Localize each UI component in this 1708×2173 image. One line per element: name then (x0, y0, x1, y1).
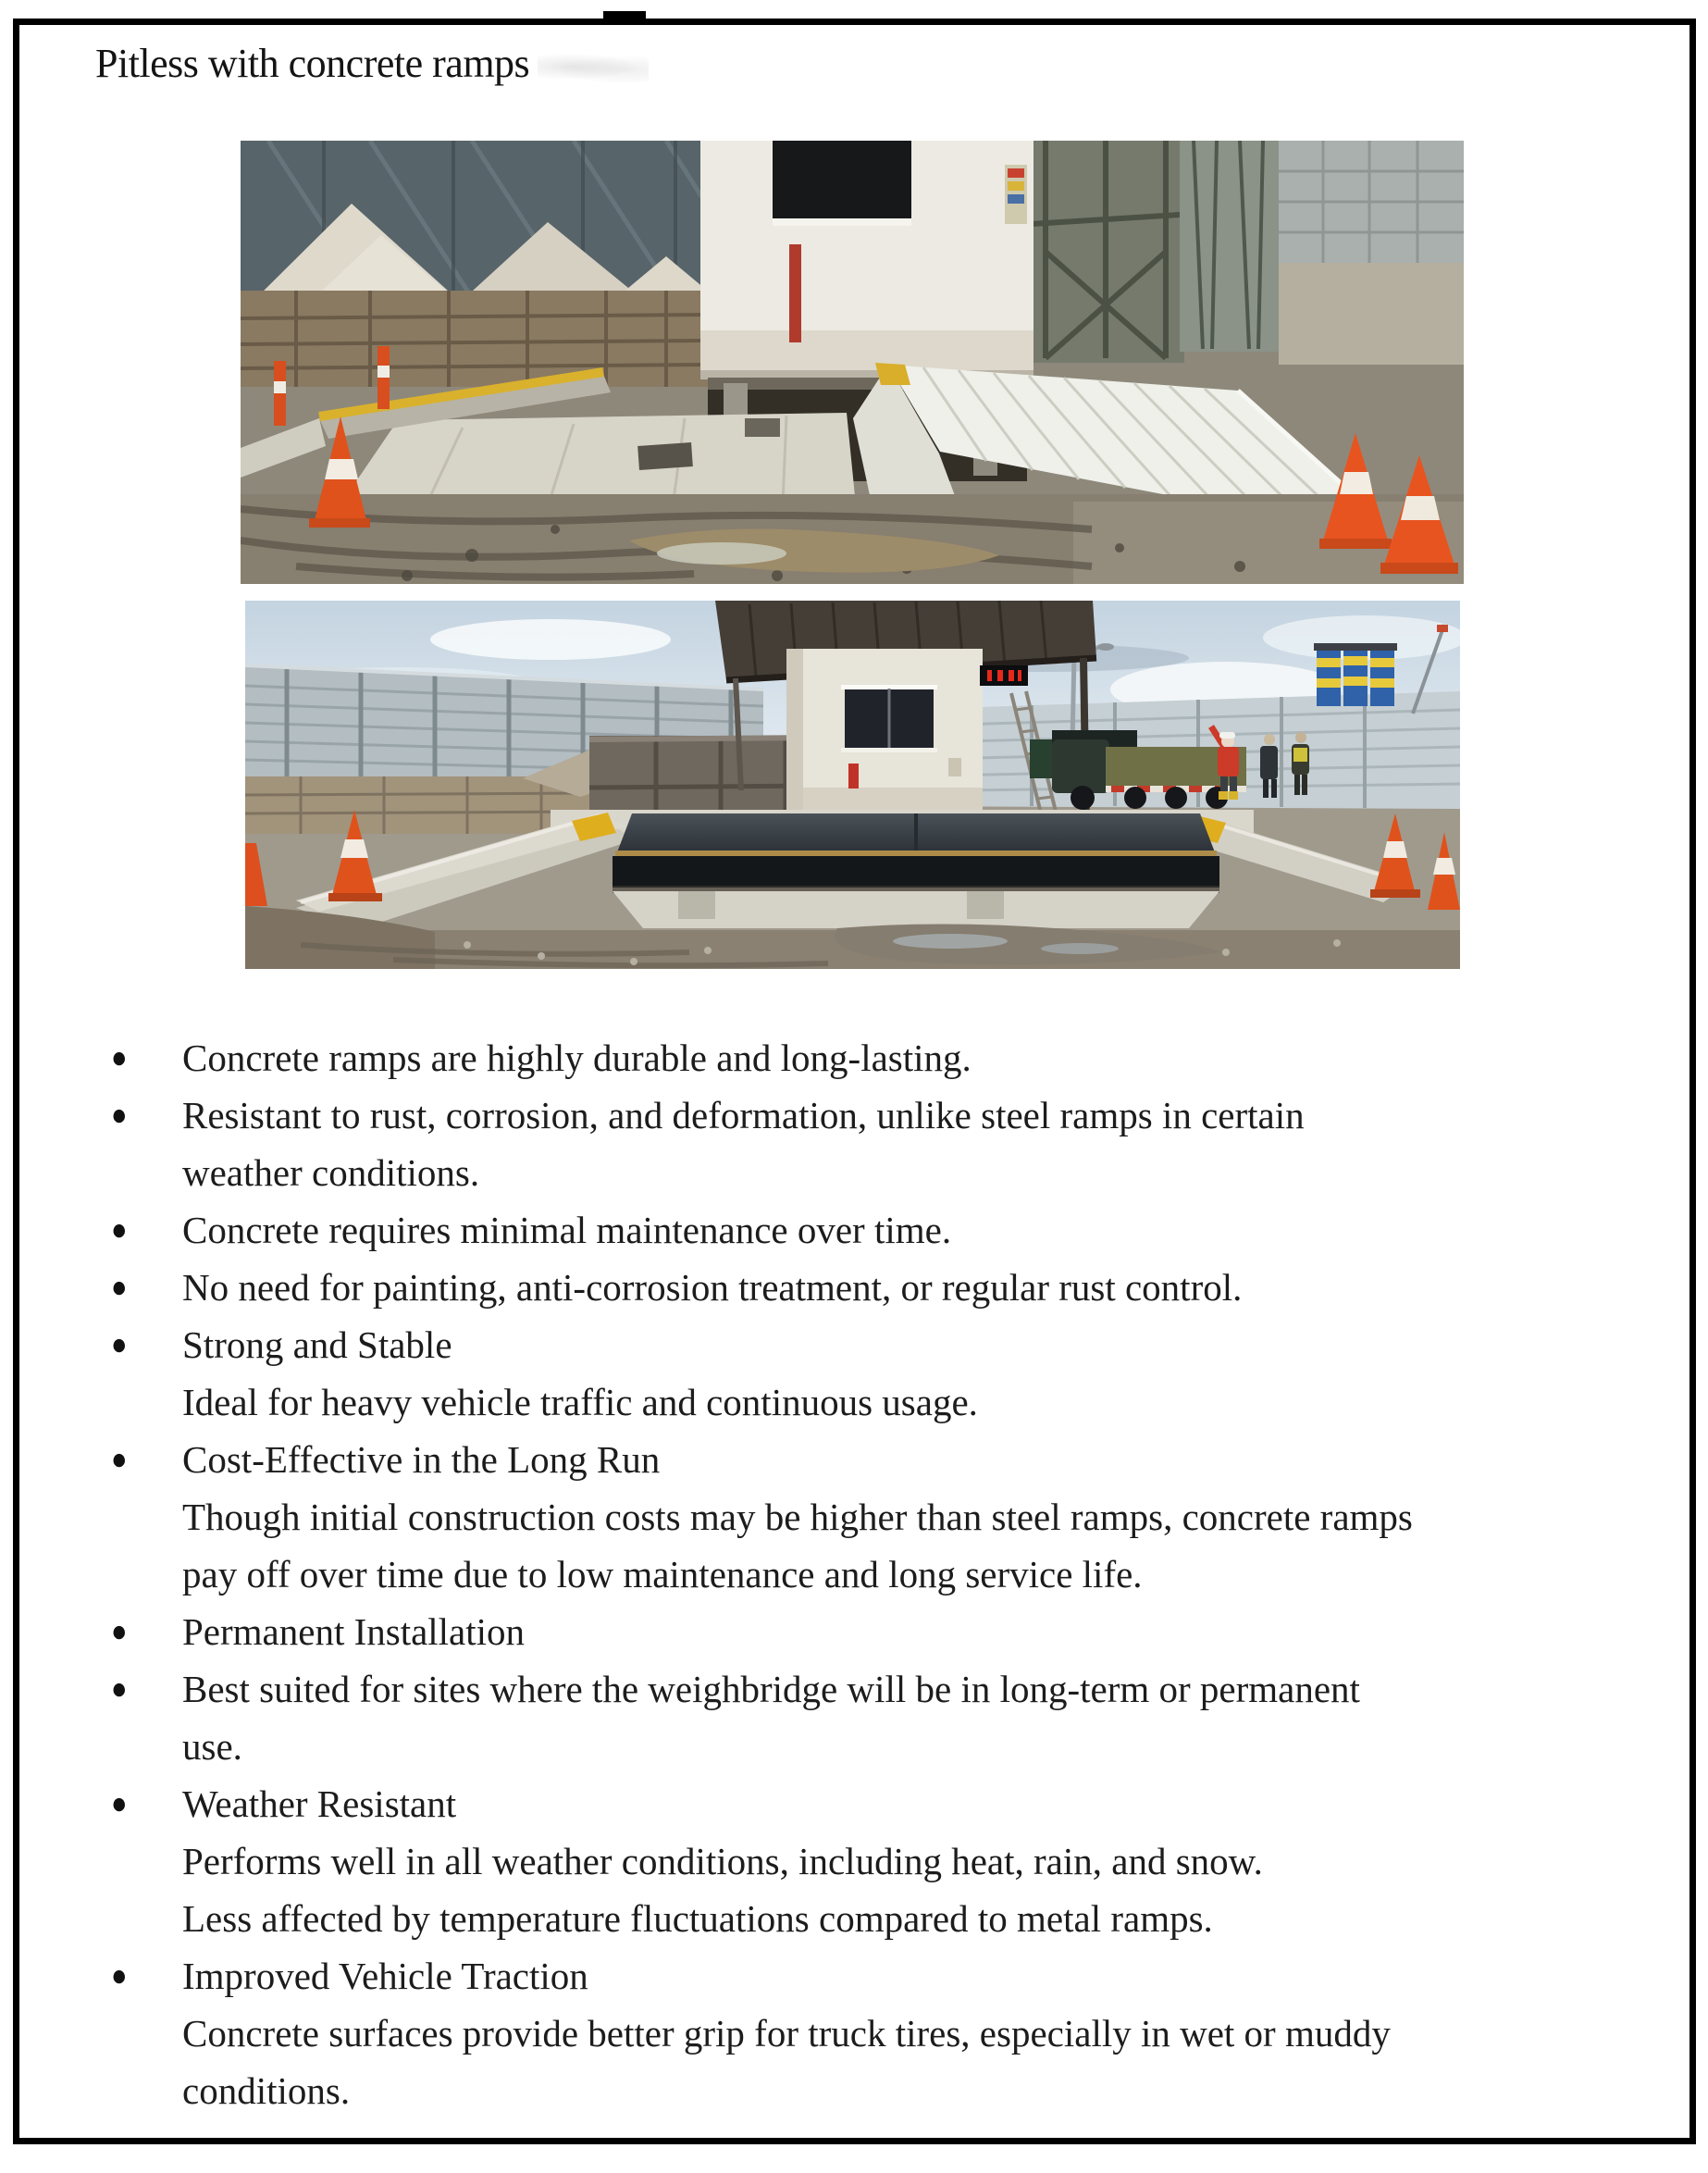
list-item-line: Less affected by temperature fluctuations compared to metal ramps. (182, 1897, 1213, 1940)
list-item-line: Concrete surfaces provide better grip for truck tires, especially in wet or muddy (182, 2012, 1391, 2055)
photo-2-illustration (245, 601, 1460, 969)
list-item-line: No need for painting, anti-corrosion treatment, or regular rust control. (182, 1266, 1243, 1309)
list-item (19, 1660, 1689, 1775)
list-item-line: Ideal for heavy vehicle traffic and continuous usage. (182, 1381, 978, 1423)
list-item (19, 1259, 1689, 1316)
bullet-marker: ● (111, 1958, 128, 1993)
bullet-marker: ● (111, 1327, 128, 1362)
list-item (19, 1431, 1689, 1603)
list-item-line: conditions. (182, 2069, 351, 2112)
list-item-line: Though initial construction costs may be higher than steel ramps, concrete ramps (182, 1496, 1413, 1538)
list-item-line: Weather Resistant (182, 1782, 457, 1825)
document-page (13, 19, 1696, 2144)
list-item-line: Permanent Installation (182, 1610, 526, 1653)
list-item (19, 1775, 1689, 1947)
list-item (19, 1201, 1689, 1259)
bullet-marker: ● (111, 1442, 128, 1477)
list-item-line: Cost-Effective in the Long Run (182, 1438, 661, 1481)
photo-weighbridge-front (245, 601, 1460, 969)
bullet-marker: ● (111, 1786, 128, 1821)
list-item-line: weather conditions. (182, 1151, 480, 1194)
list-item-line: Concrete requires minimal maintenance over time. (182, 1209, 952, 1251)
list-item-line: Performs well in all weather conditions, including heat, rain, and snow. (182, 1840, 1263, 1882)
list-item-line: Improved Vehicle Traction (182, 1955, 588, 1997)
bullet-marker: ● (111, 1040, 128, 1075)
list-item-line: Concrete ramps are highly durable and long-lasting. (182, 1037, 972, 1079)
list-item (19, 1029, 1689, 1086)
bullet-marker: ● (111, 1098, 128, 1133)
bullet-marker: ● (111, 1212, 128, 1248)
bullet-marker: ● (111, 1671, 128, 1707)
list-item (19, 1316, 1689, 1431)
page-title: Pitless with concrete ramps (95, 41, 530, 86)
benefits-list (19, 1029, 1689, 2119)
photo-weighbridge-ramps-overview (241, 141, 1464, 584)
bullet-marker: ● (111, 1614, 128, 1649)
bullet-marker: ● (111, 1270, 128, 1305)
list-item-line: Resistant to rust, corrosion, and deformation, unlike steel ramps in certain (182, 1094, 1305, 1136)
scan-artifact-mark (603, 11, 646, 23)
list-item-line: Strong and Stable (182, 1323, 452, 1366)
photo-1-illustration (241, 141, 1464, 584)
list-item-line: pay off over time due to low maintenance and long service life. (182, 1553, 1143, 1596)
list-item-line: use. (182, 1725, 242, 1768)
list-item-line: Best suited for sites where the weighbridge will be in long-term or permanent (182, 1668, 1360, 1710)
list-item (19, 1603, 1689, 1660)
list-item (19, 1947, 1689, 2119)
list-item (19, 1086, 1689, 1201)
title-ghost-artifact (538, 51, 649, 82)
